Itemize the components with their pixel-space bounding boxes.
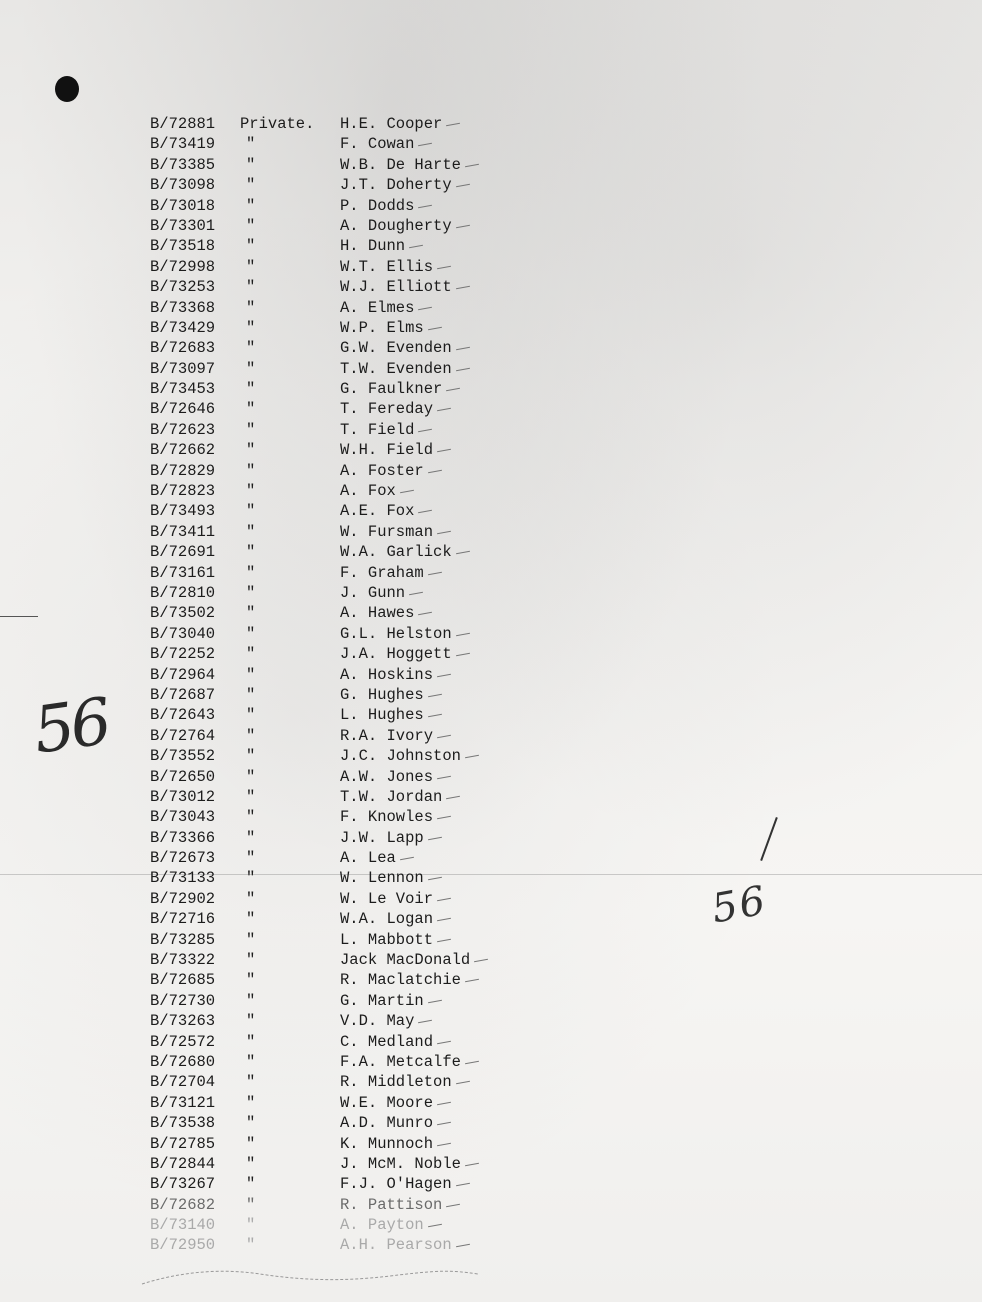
check-tick-mark [428, 877, 442, 880]
soldier-name: A.W. Jones [340, 767, 434, 786]
regimental-number: B/72785 [150, 1134, 216, 1153]
rank: " [246, 1236, 256, 1255]
soldier-name: A. Lea [340, 849, 396, 868]
soldier-name: G. Faulkner [340, 380, 443, 399]
soldier-name: R. Middleton [340, 1073, 452, 1092]
soldier-name: R.A. Ivory [340, 726, 434, 745]
regimental-number: B/73493 [150, 502, 216, 521]
regimental-number: B/72623 [150, 420, 216, 439]
check-tick-mark [456, 1244, 470, 1247]
roll-entry [150, 399, 570, 419]
check-tick-mark [465, 979, 479, 982]
punch-hole [55, 76, 79, 102]
rank: " [246, 278, 256, 297]
regimental-number: B/73285 [150, 930, 216, 949]
soldier-name: V.D. May [340, 1012, 415, 1031]
regimental-number: B/73552 [150, 747, 216, 766]
regimental-number: B/72764 [150, 726, 216, 745]
roll-entry [150, 644, 570, 664]
soldier-name: T.W. Evenden [340, 359, 452, 378]
rank: " [246, 604, 256, 623]
regimental-number: B/73140 [150, 1216, 216, 1235]
roll-entry [150, 909, 570, 929]
rank: " [246, 1114, 256, 1133]
soldier-name: W.J. Elliott [340, 278, 452, 297]
regimental-number: B/72881 [150, 115, 216, 133]
regimental-number: B/72844 [150, 1154, 216, 1173]
regimental-number: B/72673 [150, 849, 216, 868]
soldier-name: J.A. Hoggett [340, 645, 452, 664]
regimental-number: B/72704 [150, 1073, 216, 1092]
roll-entry [150, 705, 570, 725]
regimental-number: B/72730 [150, 991, 216, 1010]
check-tick-mark [456, 1183, 470, 1186]
soldier-name: W.E. Moore [340, 1093, 434, 1112]
rank: " [246, 869, 256, 888]
check-tick-mark [437, 918, 451, 921]
roll-entry [150, 298, 570, 318]
roll-entry [150, 257, 570, 277]
regimental-number: B/73161 [150, 563, 216, 582]
soldier-name: A. Hawes [340, 604, 415, 623]
soldier-name: F. Graham [340, 563, 424, 582]
soldier-name: F.A. Metcalfe [340, 1052, 461, 1071]
regimental-number: B/73097 [150, 359, 216, 378]
regimental-number: B/73429 [150, 318, 216, 337]
roll-entry [150, 1215, 570, 1235]
soldier-name: A.E. Fox [340, 502, 415, 521]
rank: " [246, 951, 256, 970]
rank: " [246, 563, 256, 582]
roll-entry [150, 991, 570, 1011]
rank: " [246, 155, 256, 174]
check-tick-mark [456, 367, 470, 370]
regimental-number: B/73453 [150, 380, 216, 399]
rank: " [246, 339, 256, 358]
check-tick-mark [428, 1000, 442, 1003]
regimental-number: B/73411 [150, 522, 216, 541]
check-tick-mark [418, 612, 432, 615]
roll-entry [150, 1113, 570, 1133]
rank: " [246, 380, 256, 399]
check-tick-mark [418, 306, 432, 309]
check-tick-mark [418, 510, 432, 513]
check-tick-mark [456, 225, 470, 228]
soldier-name: J. Gunn [340, 583, 406, 602]
soldier-name: A. Elmes [340, 298, 415, 317]
regimental-number: B/73040 [150, 624, 216, 643]
soldier-name: L. Mabbott [340, 930, 434, 949]
roll-entry [150, 440, 570, 460]
regimental-number: B/73267 [150, 1175, 216, 1194]
roll-entry [150, 1134, 570, 1154]
rank: " [246, 1154, 256, 1173]
soldier-name: R. Pattison [340, 1195, 443, 1214]
check-tick-mark [446, 123, 460, 126]
rank: " [246, 726, 256, 745]
rank: " [246, 196, 256, 215]
check-tick-mark [456, 633, 470, 636]
soldier-name: T. Field [340, 420, 415, 439]
rank: " [246, 257, 256, 276]
soldier-name: P. Dodds [340, 196, 415, 215]
roll-entry [150, 1195, 570, 1215]
regimental-number: B/72643 [150, 706, 216, 725]
soldier-name: W. Le Voir [340, 889, 434, 908]
roll-entry [150, 1052, 570, 1072]
soldier-name: Jack MacDonald [340, 951, 471, 970]
roll-entry [150, 501, 570, 521]
regimental-number: B/72998 [150, 257, 216, 276]
roll-entry [150, 950, 570, 970]
roll-entry [150, 175, 570, 195]
check-tick-mark [437, 449, 451, 452]
roll-entry [150, 542, 570, 562]
soldier-name: J. McM. Noble [340, 1154, 461, 1173]
handwritten-page-number-right: 56 [708, 877, 771, 933]
rank: " [246, 747, 256, 766]
regimental-number: B/73322 [150, 951, 216, 970]
rank: " [246, 828, 256, 847]
pencil-scribble [140, 1262, 480, 1292]
check-tick-mark [456, 653, 470, 656]
soldier-name: W.B. De Harte [340, 155, 461, 174]
check-tick-mark [437, 673, 451, 676]
check-tick-mark [446, 1203, 460, 1206]
check-tick-mark [437, 938, 451, 941]
soldier-name: C. Medland [340, 1032, 434, 1051]
check-tick-mark [437, 816, 451, 819]
rank: " [246, 1216, 256, 1235]
soldier-name: A. Dougherty [340, 216, 452, 235]
rank: " [246, 685, 256, 704]
soldier-name: T. Fereday [340, 400, 434, 419]
check-tick-mark [418, 204, 432, 207]
roll-entry [150, 134, 570, 154]
soldier-name: A. Hoskins [340, 665, 434, 684]
rank: " [246, 645, 256, 664]
check-tick-mark [437, 408, 451, 411]
handwritten-page-number-left: 56 [29, 685, 113, 769]
soldier-name: W.H. Field [340, 441, 434, 460]
roll-entry [150, 114, 570, 134]
check-tick-mark [456, 551, 470, 554]
rank: " [246, 176, 256, 195]
check-tick-mark [465, 1163, 479, 1166]
rank: " [246, 991, 256, 1010]
check-tick-mark [437, 266, 451, 269]
roll-entry [150, 889, 570, 909]
soldier-name: W.P. Elms [340, 318, 424, 337]
regimental-number: B/73419 [150, 135, 216, 154]
soldier-name: A. Fox [340, 482, 396, 501]
rank: " [246, 359, 256, 378]
soldier-name: A. Payton [340, 1216, 424, 1235]
regimental-number: B/72716 [150, 910, 216, 929]
roll-entry [150, 868, 570, 888]
rank: " [246, 624, 256, 643]
rank: " [246, 930, 256, 949]
check-tick-mark [456, 347, 470, 350]
roll-entry [150, 930, 570, 950]
rank: " [246, 1073, 256, 1092]
roll-entry [150, 685, 570, 705]
rank: " [246, 400, 256, 419]
roll-entry [150, 1032, 570, 1052]
regimental-number: B/73098 [150, 176, 216, 195]
regimental-number: B/73133 [150, 869, 216, 888]
soldier-name: W. Fursman [340, 522, 434, 541]
rank: " [246, 706, 256, 725]
regimental-number: B/72572 [150, 1032, 216, 1051]
roll-entry [150, 583, 570, 603]
check-tick-mark [418, 1020, 432, 1023]
roll-entry [150, 1011, 570, 1031]
soldier-name: F.J. O'Hagen [340, 1175, 452, 1194]
regimental-number: B/72646 [150, 400, 216, 419]
check-tick-mark [428, 694, 442, 697]
soldier-name: G. Hughes [340, 685, 424, 704]
roll-entry [150, 787, 570, 807]
rank: " [246, 849, 256, 868]
check-tick-mark [400, 490, 414, 493]
check-tick-mark [428, 571, 442, 574]
check-tick-mark [409, 592, 423, 595]
check-tick-mark [456, 286, 470, 289]
rank: " [246, 1052, 256, 1071]
soldier-name: F. Knowles [340, 808, 434, 827]
rank: " [246, 441, 256, 460]
rank: " [246, 787, 256, 806]
rank: " [246, 889, 256, 908]
roll-entry [150, 848, 570, 868]
roll-entry [150, 1093, 570, 1113]
check-tick-mark [409, 245, 423, 248]
roll-entry [150, 196, 570, 216]
roll-entry [150, 318, 570, 338]
roll-entry [150, 1235, 570, 1255]
roll-entry [150, 420, 570, 440]
soldier-name: A.D. Munro [340, 1114, 434, 1133]
regimental-number: B/72252 [150, 645, 216, 664]
rank: " [246, 461, 256, 480]
soldier-name: J.W. Lapp [340, 828, 424, 847]
check-tick-mark [456, 184, 470, 187]
rank: " [246, 482, 256, 501]
regimental-number: B/73366 [150, 828, 216, 847]
check-tick-mark [428, 1224, 442, 1227]
roll-entry [150, 603, 570, 623]
rank: " [246, 502, 256, 521]
roll-entry [150, 746, 570, 766]
check-tick-mark [437, 1102, 451, 1105]
soldier-name: W. Lennon [340, 869, 424, 888]
check-tick-mark [437, 1142, 451, 1145]
roll-entry [150, 379, 570, 399]
rank: " [246, 318, 256, 337]
handwritten-slash-mark [760, 817, 778, 861]
soldier-name: G.W. Evenden [340, 339, 452, 358]
regimental-number: B/73385 [150, 155, 216, 174]
regimental-number: B/72691 [150, 543, 216, 562]
roll-entry [150, 624, 570, 644]
soldier-name: K. Munnoch [340, 1134, 434, 1153]
soldier-name: T.W. Jordan [340, 787, 443, 806]
check-tick-mark [446, 796, 460, 799]
regimental-number: B/73368 [150, 298, 216, 317]
check-tick-mark [437, 531, 451, 534]
regimental-number: B/72680 [150, 1052, 216, 1071]
regimental-number: B/72682 [150, 1195, 216, 1214]
regimental-number: B/73012 [150, 787, 216, 806]
regimental-number: B/73518 [150, 237, 216, 256]
check-tick-mark [428, 469, 442, 472]
soldier-name: F. Cowan [340, 135, 415, 154]
regimental-number: B/73263 [150, 1012, 216, 1031]
soldier-name: R. Maclatchie [340, 971, 461, 990]
check-tick-mark [428, 836, 442, 839]
soldier-name: A.H. Pearson [340, 1236, 452, 1255]
regimental-number: B/72650 [150, 767, 216, 786]
rank: " [246, 1032, 256, 1051]
regimental-number: B/73502 [150, 604, 216, 623]
check-tick-mark [437, 898, 451, 901]
check-tick-mark [428, 714, 442, 717]
regimental-number: B/72823 [150, 482, 216, 501]
roll-entry [150, 807, 570, 827]
roll-entry [150, 359, 570, 379]
roll-entry [150, 155, 570, 175]
soldier-name: L. Hughes [340, 706, 424, 725]
rank: " [246, 583, 256, 602]
regimental-number: B/73121 [150, 1093, 216, 1112]
check-tick-mark [437, 1040, 451, 1043]
check-tick-mark [465, 755, 479, 758]
roll-entry [150, 1154, 570, 1174]
regimental-number: B/72950 [150, 1236, 216, 1255]
check-tick-mark [437, 735, 451, 738]
soldier-name: G. Martin [340, 991, 424, 1010]
regimental-number: B/72662 [150, 441, 216, 460]
soldier-name: W.A. Garlick [340, 543, 452, 562]
roll-entry [150, 726, 570, 746]
rank: " [246, 543, 256, 562]
rank: " [246, 135, 256, 154]
rank: " [246, 237, 256, 256]
check-tick-mark [456, 1081, 470, 1084]
soldier-name: A. Foster [340, 461, 424, 480]
roll-entry [150, 767, 570, 787]
rank: " [246, 910, 256, 929]
regimental-number: B/72685 [150, 971, 216, 990]
regimental-number: B/72687 [150, 685, 216, 704]
roll-entry [150, 481, 570, 501]
rank: " [246, 1195, 256, 1214]
rank: " [246, 216, 256, 235]
roll-entry [150, 563, 570, 583]
roll-entry [150, 1174, 570, 1194]
check-tick-mark [418, 429, 432, 432]
soldier-name: H. Dunn [340, 237, 406, 256]
rank: " [246, 1175, 256, 1194]
regimental-number: B/72964 [150, 665, 216, 684]
regimental-number: B/72902 [150, 889, 216, 908]
roll-entry [150, 461, 570, 481]
check-tick-mark [400, 857, 414, 860]
regimental-number: B/73253 [150, 278, 216, 297]
roll-entry [150, 338, 570, 358]
nominal-roll-list [150, 114, 570, 1256]
rank: Private. [240, 115, 315, 133]
rank: " [246, 1093, 256, 1112]
roll-entry [150, 970, 570, 990]
roll-entry [150, 216, 570, 236]
soldier-name: G.L. Helston [340, 624, 452, 643]
rank: " [246, 522, 256, 541]
regimental-number: B/72829 [150, 461, 216, 480]
check-tick-mark [418, 143, 432, 146]
check-tick-mark [428, 327, 442, 330]
rank: " [246, 665, 256, 684]
check-tick-mark [474, 959, 488, 962]
roll-entry [150, 1072, 570, 1092]
soldier-name: J.C. Johnston [340, 747, 461, 766]
roll-entry [150, 665, 570, 685]
roll-entry [150, 277, 570, 297]
roll-entry [150, 828, 570, 848]
check-tick-mark [437, 1122, 451, 1125]
check-tick-mark [465, 164, 479, 167]
margin-tick-mark [0, 616, 38, 617]
soldier-name: W.T. Ellis [340, 257, 434, 276]
rank: " [246, 420, 256, 439]
soldier-name: J.T. Doherty [340, 176, 452, 195]
check-tick-mark [465, 1061, 479, 1064]
roll-entry [150, 236, 570, 256]
rank: " [246, 1134, 256, 1153]
rank: " [246, 808, 256, 827]
rank: " [246, 1012, 256, 1031]
regimental-number: B/73018 [150, 196, 216, 215]
rank: " [246, 971, 256, 990]
regimental-number: B/73043 [150, 808, 216, 827]
rank: " [246, 298, 256, 317]
soldier-name: W.A. Logan [340, 910, 434, 929]
regimental-number: B/72683 [150, 339, 216, 358]
rank: " [246, 767, 256, 786]
roll-entry [150, 522, 570, 542]
soldier-name: H.E. Cooper [340, 115, 443, 133]
regimental-number: B/72810 [150, 583, 216, 602]
regimental-number: B/73301 [150, 216, 216, 235]
check-tick-mark [446, 388, 460, 391]
check-tick-mark [437, 775, 451, 778]
regimental-number: B/73538 [150, 1114, 216, 1133]
